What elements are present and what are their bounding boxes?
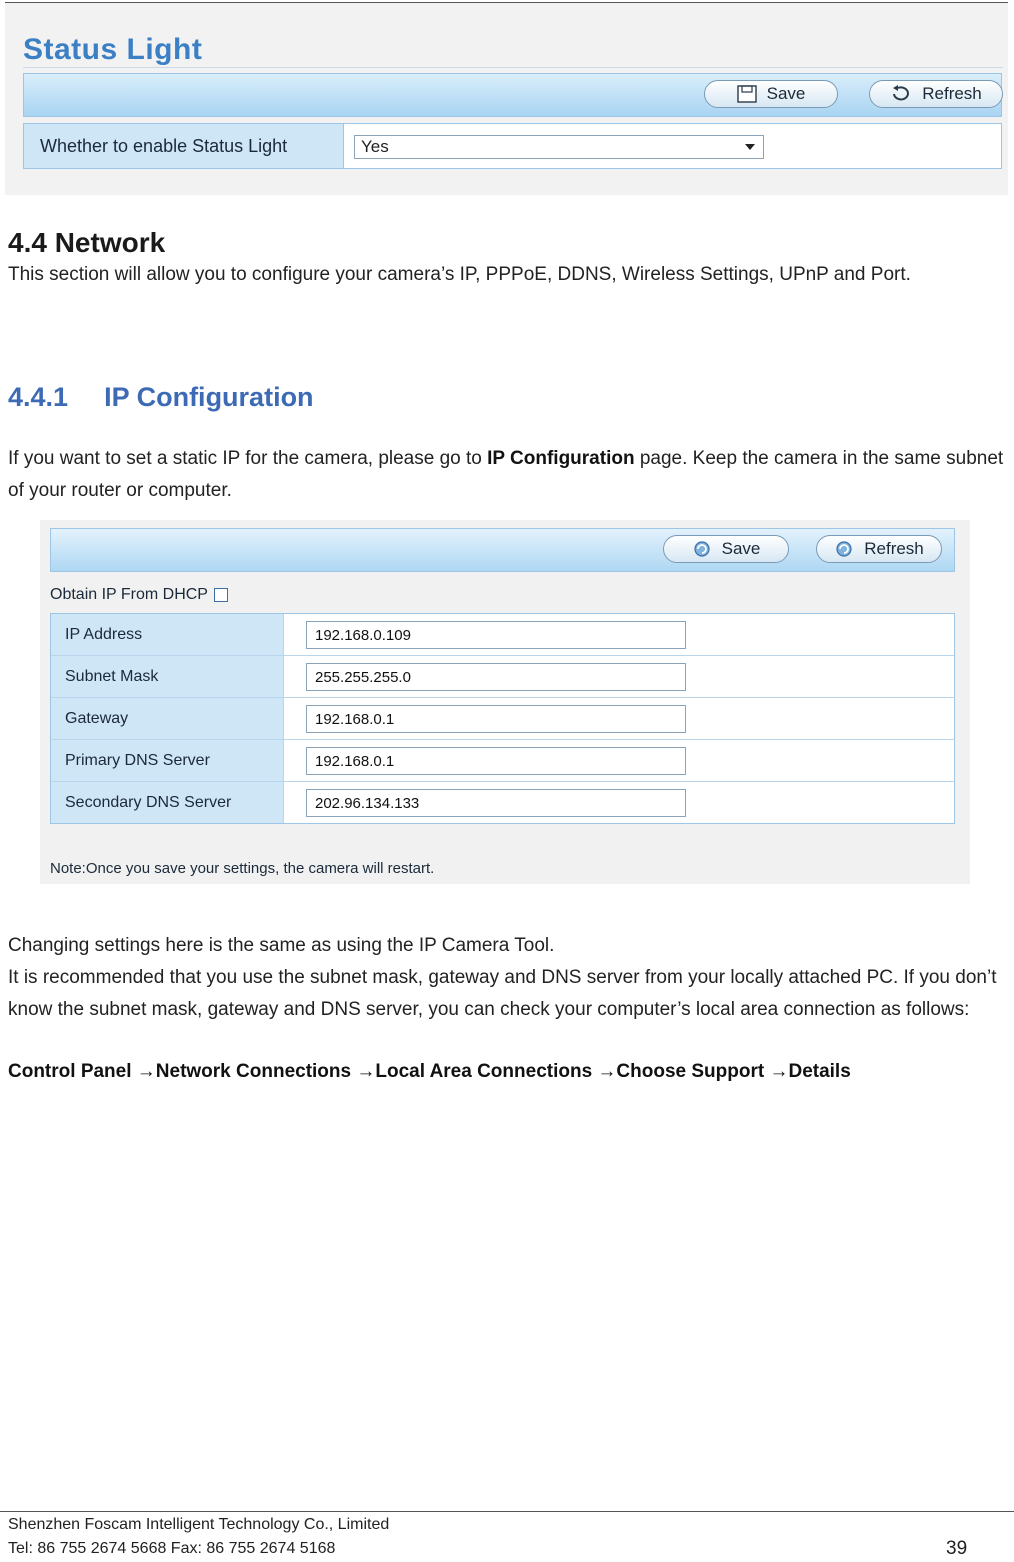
ip-config-screenshot — [40, 520, 970, 884]
subsection-heading — [8, 382, 314, 413]
refresh-icon — [890, 85, 912, 103]
para-text: If you want to set a static IP for the camera, please go to — [8, 448, 488, 469]
subsection-title: IP Configuration — [104, 382, 314, 412]
table-row — [51, 698, 954, 740]
refresh-label: Refresh — [922, 84, 982, 103]
row-label: Subnet Mask — [51, 656, 284, 697]
select-value: Yes — [361, 137, 389, 156]
recommendation-paragraph: It is recommended that you use the subnet mask, gateway and DNS server from your locally attached PC. If you don’t know the subnet mask, gateway and DNS server, you can check your computer’s local area connection as follows: — [8, 967, 997, 1020]
status-light-field-label: Whether to enable Status Light — [24, 124, 344, 168]
footer-divider — [0, 1511, 1014, 1512]
navigation-path: Control Panel →Network Connections →Local Area Connections →Choose Support →Details — [8, 1061, 851, 1082]
table-row — [51, 614, 954, 656]
save-label: Save — [766, 84, 806, 103]
toolbar — [50, 528, 955, 572]
save-button[interactable] — [663, 535, 789, 563]
footer-contact: Tel: 86 755 2674 5668 Fax: 86 755 2674 5168 — [8, 1540, 336, 1557]
restart-note: Note:Once you save your settings, the camera will restart. — [50, 860, 435, 877]
tool-note: Changing settings here is the same as using the IP Camera Tool. — [8, 935, 555, 956]
refresh-icon — [834, 540, 854, 558]
save-button[interactable] — [704, 80, 838, 108]
section-intro: This section will allow you to configure your camera’s IP, PPPoE, DDNS, Wireless Settings, UPnP and Port. — [8, 264, 911, 285]
table-row — [51, 740, 954, 782]
section-heading: 4.4 Network — [8, 227, 166, 258]
dhcp-label: Obtain IP From DHCP — [50, 586, 208, 603]
floppy-disk-icon — [737, 85, 757, 103]
row-label: Primary DNS Server — [51, 740, 284, 781]
subnet-mask-input[interactable]: 255.255.255.0 — [306, 663, 686, 691]
row-label: Secondary DNS Server — [51, 782, 284, 823]
gateway-input[interactable]: 192.168.0.1 — [306, 705, 686, 733]
chevron-down-icon — [745, 144, 755, 150]
refresh-label: Refresh — [864, 539, 924, 558]
table-row — [51, 656, 954, 698]
ip-settings-table — [50, 613, 955, 824]
primary-dns-input[interactable]: 192.168.0.1 — [306, 747, 686, 775]
status-light-row — [23, 123, 1002, 169]
status-light-select[interactable] — [354, 135, 764, 159]
table-row — [51, 782, 954, 823]
refresh-button[interactable] — [869, 80, 1003, 108]
refresh-button[interactable] — [816, 535, 942, 563]
page-number: 39 — [946, 1538, 968, 1559]
toolbar — [23, 73, 1002, 117]
dhcp-option — [50, 586, 228, 604]
ip-address-input[interactable]: 192.168.0.109 — [306, 621, 686, 649]
status-light-title: Status Light — [23, 33, 203, 66]
refresh-icon — [692, 540, 712, 558]
dhcp-checkbox[interactable] — [214, 588, 228, 602]
row-label: IP Address — [51, 614, 284, 655]
footer-company: Shenzhen Foscam Intelligent Technology Co., Limited — [8, 1516, 390, 1533]
title-divider — [23, 67, 1003, 68]
save-label: Save — [721, 539, 761, 558]
ip-config-paragraph — [8, 443, 1013, 507]
subsection-number: 4.4.1 — [8, 382, 69, 412]
status-light-screenshot — [5, 2, 1008, 195]
para-text: page. Keep the camera in the same subnet of your router or computer. — [8, 448, 1004, 501]
secondary-dns-input[interactable]: 202.96.134.133 — [306, 789, 686, 817]
row-label: Gateway — [51, 698, 284, 739]
para-bold-link: IP Configuration — [487, 448, 635, 469]
